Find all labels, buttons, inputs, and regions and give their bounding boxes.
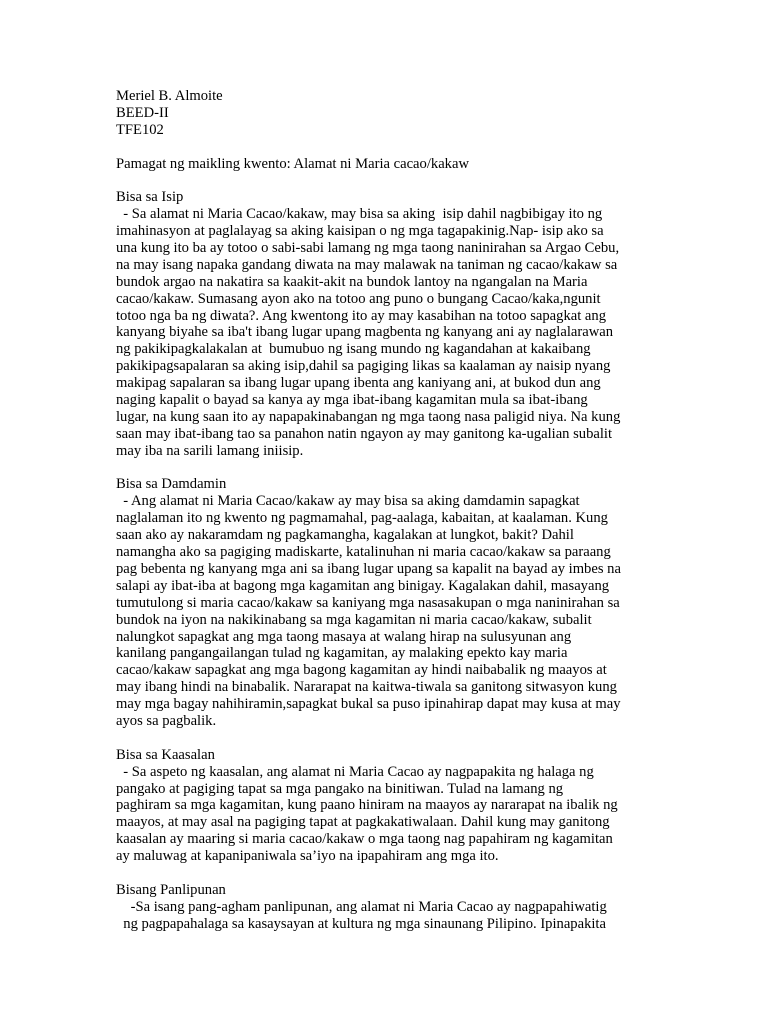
section — [116, 189, 636, 459]
paragraph-line: bundok argao na nakatira sa kaakit-akit na bundok lantoy na ngangalan na Maria — [116, 273, 588, 290]
paragraph-line: maayos, at may asal na pagiging tapat at pagkakatiwalaan. Dahil kung may ganitong — [116, 814, 610, 831]
story-title: Pamagat ng maikling kwento: Alamat ni Maria cacao/kakaw — [116, 155, 469, 172]
section-heading: Bisa sa Kaasalan — [116, 746, 215, 763]
paragraph-line: - Ang alamat ni Maria Cacao/kakaw ay may bisa sa aking damdamin sapagkat — [116, 493, 580, 510]
paragraph-line: pangako at pagiging tapat sa mga pangako na binitiwan. Tulad na lamang ng — [116, 780, 564, 797]
paragraph-line: totoo nga ba ng diwata?. Ang kwentong ito ay may kasabihan na totoo sapagkat ang — [116, 307, 606, 324]
section-heading: Bisang Panlipunan — [116, 881, 226, 898]
paragraph-line: bundok na iyon na nakikinabang sa mga kagamitan ni maria cacao/kakaw, subalit — [116, 611, 592, 628]
document-sections — [116, 189, 636, 932]
paragraph-line: may iba na sarili lamang iniisip. — [116, 442, 304, 459]
paragraph-line: may ibang hindi na binabalik. Nararapat na kaitwa-tiwala sa ganitong sitwasyon kung — [116, 679, 617, 696]
paragraph-line: kanyang biyahe sa iba't ibang lugar upang magbenta ng kanyang ani ay naglalarawan — [116, 324, 614, 341]
paragraph-line: lugar, na kung saan ito ay napapakinabangan ng mga taong nasa paligid niya. Na kung — [116, 408, 621, 425]
course-label: BEED-II — [116, 104, 169, 121]
paragraph-line: naging kapalit o bayad sa kanya ay mga ibat-ibang kagamitan mula sa ibat-ibang — [116, 392, 588, 409]
paragraph-line: may mga bagay nahihiramin,sapagkat bukal sa puso ipinahirap dapat may kusa at may — [116, 696, 621, 713]
paragraph-line: ng pagpapahalaga sa kasaysayan at kultura ng mga sinaunang Pilipino. Ipinapakita — [116, 915, 606, 932]
paragraph-line: paghiram sa mga kagamitan, kung paano hiniram na maayos ay nararapat na ibalik ng — [116, 797, 618, 814]
section-heading: Bisa sa Isip — [116, 189, 184, 206]
paragraph-line: una kung ito ba ay totoo o sabi-sabi lamang ng mga taong naninirahan sa Argao Cebu, — [116, 240, 620, 257]
paragraph-line: salapi ay ibat-iba at bagong mga kagamitan ang binigay. Kagalakan dahil, masayang — [116, 577, 610, 594]
paragraph-line: - Sa aspeto ng kaasalan, ang alamat ni Maria Cacao ay nagpapakita ng halaga ng — [116, 763, 594, 780]
paragraph-line: saan may ibat-ibang tao sa panahon natin ngayon ay may ganitong ka-ugalian subalit — [116, 425, 613, 442]
paragraph-line: pag bebenta ng kanyang mga ani sa ibang lugar upang sa kapalit na bayad ay imbes na — [116, 560, 621, 577]
paragraph-line: makipag sapalaran sa ibang lugar upang ibenta ang kaniyang ani, at bukod dun ang — [116, 375, 601, 392]
section — [116, 476, 636, 729]
paragraph-line: tumutulong si maria cacao/kakaw sa kaniyang mga nasasakupan o mga naninirahan sa — [116, 594, 620, 611]
subject-code: TFE102 — [116, 121, 164, 138]
paragraph-line: naglalaman ito ng kwento ng pagmamahal, pag-aalaga, kabaitan, at kaalaman. Kung — [116, 510, 608, 527]
paragraph-line: namangha ako sa pagiging madiskarte, katalinuhan ni maria cacao/kakaw sa paraang — [116, 544, 611, 561]
paragraph-line: -Sa isang pang-agham panlipunan, ang alamat ni Maria Cacao ay nagpapahiwatig — [116, 898, 607, 915]
paragraph-line: kaasalan ay maaring si maria cacao/kakaw o mga taong nag papahiram ng kagamitan — [116, 831, 613, 848]
paragraph-line: na may isang napaka gandang diwata na may malawak na taniman ng cacao/kakaw sa — [116, 256, 618, 273]
paragraph-line: ay maluwag at kapanipaniwala sa’iyo na ipapahiram ang mga ito. — [116, 848, 499, 865]
paragraph-line: cacao/kakaw. Sumasang ayon ako na totoo ang puno o bungang Cacao/kaka,ngunit — [116, 290, 601, 307]
section — [116, 747, 636, 865]
section — [116, 882, 636, 933]
paragraph-line: kanilang pangangailangan tulad ng kagamitan, ay malaking epekto kay maria — [116, 645, 568, 662]
paragraph-line: pakikipagsapalaran sa aking isip,dahil sa pagiging likas sa kaalaman ay naisip nyang — [116, 358, 611, 375]
paragraph-line: cacao/kakaw sapagkat ang mga bagong kagamitan ay hindi naibabalik ng maayos at — [116, 662, 607, 679]
paragraph-line: nalungkot sapagkat ang mga taong masaya at walang hirap na sulusyunan ang — [116, 628, 572, 645]
paragraph-line: ayos sa pagbalik. — [116, 712, 217, 729]
paragraph-line: saan ako ay nakaramdam ng pagkamangha, kagalakan at lungkot, bakit? Dahil — [116, 527, 574, 544]
document-header — [116, 88, 636, 139]
paragraph-line: ng pakikipagkalakalan at bumubuo ng isang mundo ng kagandahan at kakaibang — [116, 341, 591, 358]
paragraph-line: - Sa alamat ni Maria Cacao/kakaw, may bisa sa aking isip dahil nagbibigay ito ng — [116, 206, 603, 223]
document-page — [116, 88, 636, 933]
author-name: Meriel B. Almoite — [116, 88, 223, 104]
section-heading: Bisa sa Damdamin — [116, 476, 227, 493]
paragraph-line: imahinasyon at paglalayag sa aking kaisipan o ng mga tagapakinig.Nap- isip ako sa — [116, 223, 604, 240]
